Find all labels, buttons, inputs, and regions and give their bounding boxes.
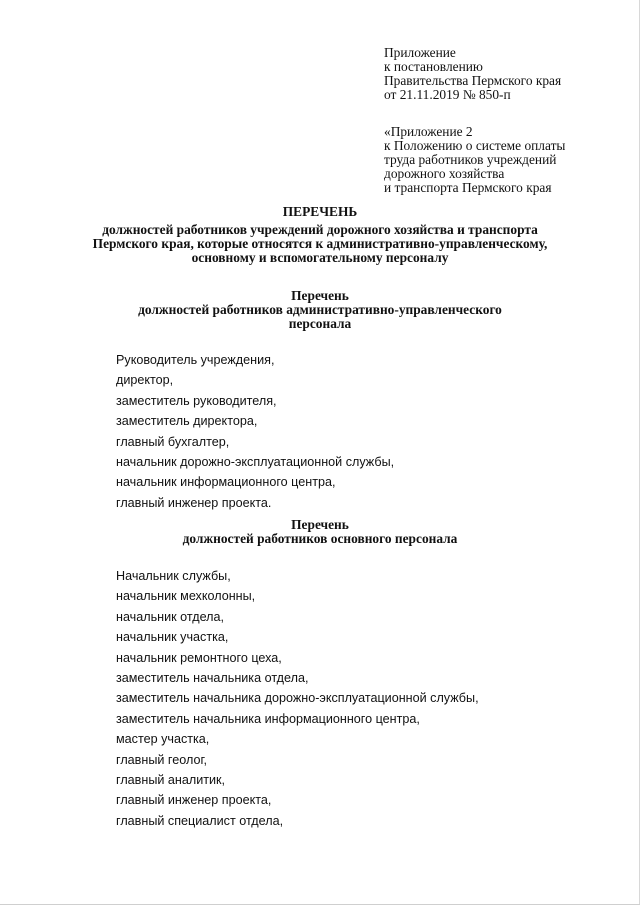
annex-line: труда работников учреждений [384, 152, 557, 167]
annex-line: к Положению о системе оплаты [384, 138, 566, 153]
section-title-main-staff [0, 518, 640, 546]
list-item: начальник мехколонны, [116, 589, 256, 604]
section-title-line: должностей работников административно-управленческого [138, 302, 502, 317]
subtitle-line: основному и вспомогательному персоналу [191, 250, 449, 265]
list-item: главный инженер проекта, [116, 793, 272, 808]
list-item: главный специалист отдела, [116, 813, 284, 828]
list-item: начальник участка, [116, 630, 229, 645]
section-title-line: Перечень [291, 288, 349, 303]
list-item: директор, [116, 373, 174, 388]
list-item: главный аналитик, [116, 773, 226, 788]
annex-line: «Приложение 2 [384, 124, 473, 139]
list-item: начальник отдела, [116, 609, 225, 624]
list-item: начальник информационного центра, [116, 475, 336, 490]
section-title-line: должностей работников основного персонала [182, 531, 458, 546]
list-item: главный инженер проекта. [116, 495, 272, 510]
subtitle-line: должностей работников учреждений дорожного хозяйства и транспорта [102, 222, 538, 237]
list-item: начальник ремонтного цеха, [116, 650, 282, 665]
annex-line: Приложение [384, 45, 456, 60]
list-item: главный бухгалтер, [116, 434, 230, 449]
annex-line: и транспорта Пермского края [384, 180, 552, 195]
list-item: начальник дорожно-эксплуатационной службы, [116, 455, 395, 470]
list-item: заместитель начальника дорожно-эксплуатационной службы, [116, 691, 479, 706]
annex-header-regulation [384, 125, 565, 195]
list-item: заместитель начальника информационного центра, [116, 711, 420, 726]
position-list-main-staff [116, 566, 479, 831]
list-item: Руководитель учреждения, [116, 353, 275, 367]
list-item: мастер участка, [116, 732, 210, 747]
list-item: заместитель начальника отдела, [116, 671, 309, 686]
annex-line: к постановлению [384, 59, 483, 74]
list-item: заместитель руководителя, [116, 393, 277, 408]
document-title: ПЕРЕЧЕНЬ [282, 204, 358, 219]
document-subtitle [0, 223, 640, 265]
section-title-administrative [0, 289, 640, 331]
annex-line: от 21.11.2019 № 850-п [384, 87, 511, 102]
annex-line: дорожного хозяйства [384, 166, 505, 181]
list-item: заместитель директора, [116, 414, 258, 429]
position-list-administrative [116, 350, 394, 513]
section-title-line: персонала [288, 316, 352, 331]
section-title-line: Перечень [291, 517, 349, 532]
list-item: главный геолог, [116, 752, 207, 767]
subtitle-line: Пермского края, которые относятся к административно-управленческому, [92, 236, 548, 251]
annex-header-resolution [384, 46, 561, 102]
annex-line: Правительства Пермского края [384, 73, 562, 88]
list-item: Начальник службы, [116, 569, 231, 583]
